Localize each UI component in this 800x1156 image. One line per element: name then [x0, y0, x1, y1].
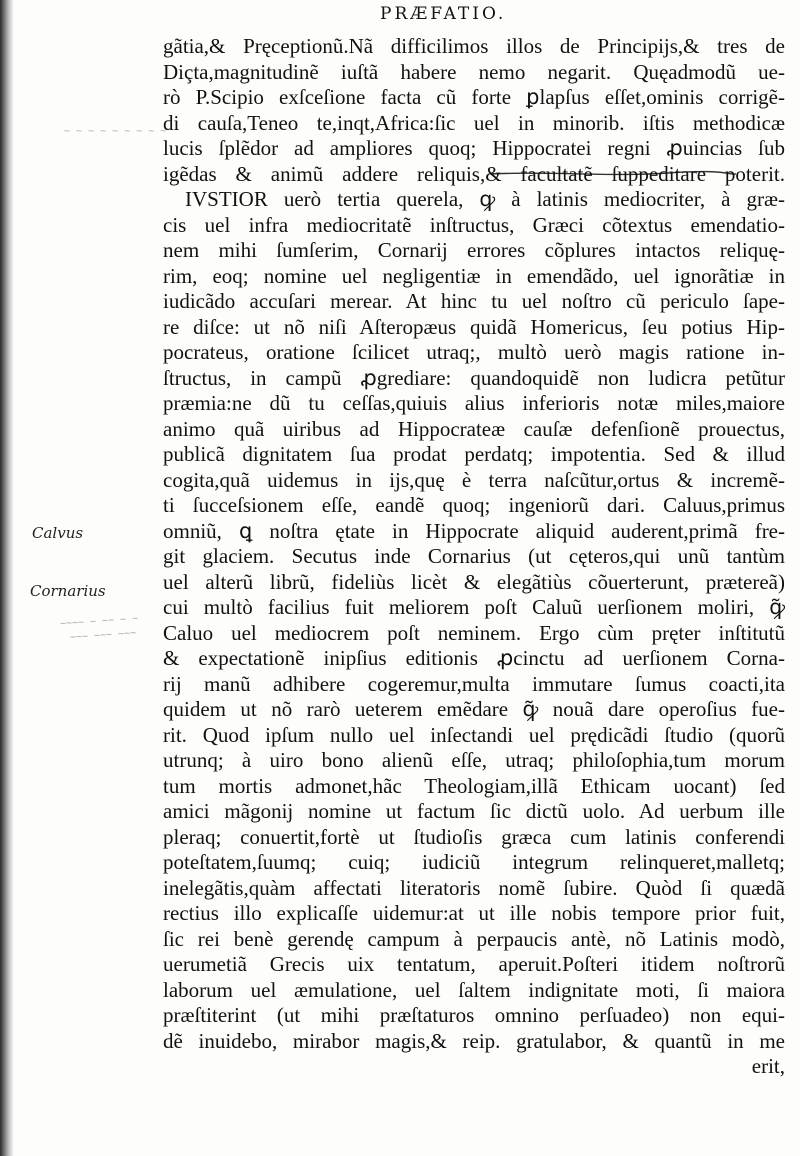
text-line: amici mãgonij nomine ut factum ſic dictũ uolo. Ad uerbum ille [163, 799, 785, 823]
text-line: præſtiterint (ut mihi præſtaturos omnino perſuadeo) non equi- [163, 1003, 785, 1027]
text-line: publicã dignitatem ſua prodat perdatq; impotentia. Sed & illud [163, 442, 785, 466]
text-line: nem mihi ſumſerim, Cornarij errores cõplures intactos reliquę- [163, 238, 785, 262]
text-line: gãtia,& Pręceptionũ.Nã difficilimos illos de Principijs,& tres de [163, 34, 785, 58]
text-line: ſtructus, in campũ ꝓgrediare: quandoquidẽ non ludicra petũtur [163, 365, 785, 390]
text-line: pleraq; conuertit,fortè ut ſtudioſis græca cum latinis conferendi [163, 824, 785, 849]
text-line: poteſtatem,ſuumq; cuiq; iudiciũ integrum relinqueret,malletq; [163, 850, 785, 874]
running-header: PRÆFATIO. [380, 4, 507, 24]
text-line: lucis ſplẽdor ad ampliores quoq; Hippocratei regni ꝓuincias ſub [163, 136, 785, 160]
faint-marginal-marks: ~~~~ ~ ~~ ~ ~ [59, 613, 139, 630]
text-line: cogita,quã uidemus in ijs,quę è terra naſcũtur,ortus & incremẽ- [163, 467, 785, 492]
text-line: dẽ inuidebo, mirabor magis,& reip. gratulabor, & quantũ in me [163, 1028, 785, 1053]
text-line: uerumetiã Grecis uix tentatum, aperuit.Poſteri itidem noſtrorũ [163, 952, 785, 976]
text-line: cis uel infra mediocritatẽ inſtructus, Græci cõtextus emendatio- [163, 212, 785, 237]
text-line: di cauſa,Teneo te,inqt,Africa:ſic uel in minorib. iſtis methodicæ [163, 110, 785, 135]
text-line: rò P.Scipio exſceſione facta cũ forte ꝑlapſus eſſet,ominis corrigẽ- [163, 85, 785, 109]
text-line: Caluo uel mediocrem poſt neminem. Ergo cùm pręter inſtitutũ [163, 620, 785, 645]
text-line: rit. Quod ipſum nullo uel inſectandi uel prędicãdi ſtudio (quorũ [163, 722, 785, 747]
text-line: ſic rei benè gerendę campum à perpaucis antè, nõ Latinis modò, [163, 926, 785, 951]
text-line: iudicãdo accuſari merear. At hinc tu uel noſtro cũ periculo ſape- [163, 289, 785, 313]
text-line: & expectationẽ inipſius editionis ꝓcinctu ad uerſionem Corna- [163, 646, 785, 670]
text-line: laborum uel æmulatione, uel ſaltem indignitate moti, ſi maiora [163, 977, 785, 1002]
text-line: rij manũ adhibere cogeremur,multa immutare ſumus coacti,ita [163, 671, 785, 696]
text-line: pocrateus, oratione ſcilicet utraq;, multò uerò magis ratione in- [163, 340, 785, 364]
text-line: IVSTIOR uerò tertia querela, ꝙ à latinis mediocriter, à græ- [185, 187, 785, 211]
text-line: igẽdas & animũ addere reliquis,& facultatẽ ſuppeditare poterit. [163, 161, 785, 186]
body-text [163, 34, 785, 1080]
text-line: Diçta,magnitudinẽ iuſtã habere nemo negarit. Quęadmodũ ue- [163, 59, 785, 84]
text-line: utrunq; à uiro bono alienũ eſſe, utraq; philoſophia,tum morum [163, 748, 785, 772]
text-line: rim, eoq; nomine uel negligentiæ in emendãdo, uel ignorãtiæ in [163, 263, 785, 288]
text-line: rectius illo explicaſſe uidemur:at ut ille nobis tempore prior fuit, [163, 901, 785, 925]
text-line: ti ſucceſsionem eſſe, eandẽ quoq; ingeniorũ dari. Caluus,primus [163, 493, 785, 517]
text-line: animo quã uiribus ad Hippocrateæ cauſæ defenſionẽ prouectus, [163, 416, 785, 441]
margin-note-cornarius: Cornarius [30, 582, 106, 600]
text-line: tum mortis admonet,hãc Theologiam,illã Ethicam uocant) ſed [163, 773, 785, 798]
faint-marginal-marks: ~ ~ ~ ~ ~ ~ ~ ~ ~ [64, 126, 167, 137]
text-line: inelegãtis,quàm affectati literatoris nomẽ ſubire. Quòd ſi quædã [163, 875, 785, 900]
text-line: quidem ut nõ rarò ueterem emẽdare ꝙ̃ nouã dare operoſius fue- [163, 697, 785, 721]
text-line: re diſce: ut nõ niſi Aſteropæus quidã Homericus, ſeu potius Hip- [163, 314, 785, 339]
margin-note-calvus: Calvus [32, 524, 84, 542]
text-line: præmia:ne dũ tu ceſſas,quiuis alius inferioris notæ miles,maiore [163, 391, 785, 415]
gutter-shadow [0, 0, 14, 1156]
text-line: erit, [751, 1054, 785, 1078]
text-line: uel alterũ librũ, fideliùs licèt & elegãtiùs cõuerterunt, prætereã) [163, 569, 785, 594]
text-line: cui multò facilius fuit meliorem poſt Caluũ uerſionem moliri, ꝙ̃ [163, 595, 785, 619]
text-line: git glaciem. Secutus inde Cornarius (ut cęteros,qui unũ tantùm [163, 544, 785, 568]
faint-marginal-marks: ~~~ ~~~ ~~~ [69, 627, 137, 644]
text-line: omniũ, ꝗ noſtra ętate in Hippocrate aliquid auderent,primã fre- [163, 518, 785, 543]
